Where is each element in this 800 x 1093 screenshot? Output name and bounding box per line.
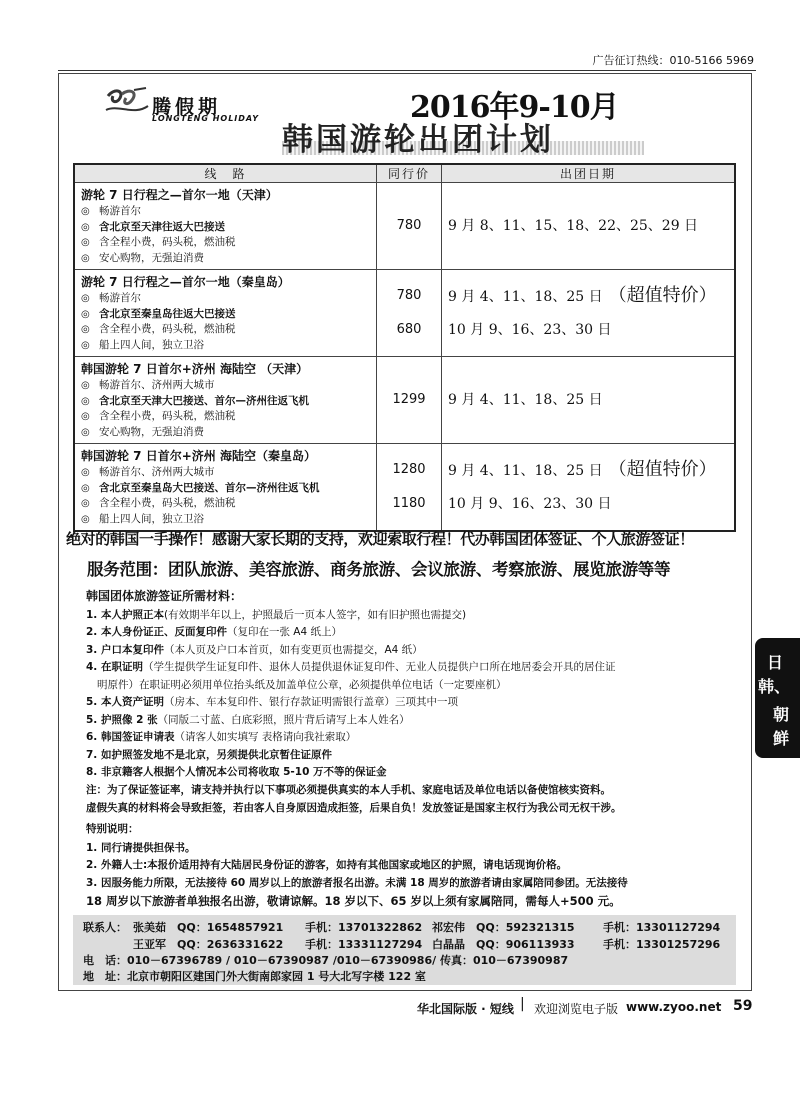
contact-mobile: 手机：13301257296 <box>603 938 721 951</box>
special-price-tag: （超值特价） <box>608 285 717 306</box>
price-cell <box>377 270 442 357</box>
route-feature-text: 含全程小费，码头税，燃油税 <box>99 497 236 509</box>
contact-mobile: 手机：13331127294 <box>305 938 423 951</box>
price-value: 780 <box>396 218 422 233</box>
contact-qq: QQ：2636331622 <box>177 938 284 951</box>
route-feature <box>81 235 376 251</box>
slogan-headline: 绝对的韩国一手操作！感谢大家长期的支持，欢迎索取行程！代办韩国团体签证、个人旅游签证！ <box>66 530 694 548</box>
table-row <box>74 183 735 270</box>
visa-requirement-label: 5. 护照像 2 张 <box>86 714 158 726</box>
section-tab-char-2: 韩、 <box>758 677 791 696</box>
visa-requirement <box>86 712 410 727</box>
visa-requirement-detail: （学生提供学生证复印件、退休人员提供退休证复印件、无业人员提供户口所在地居委会开具的居住证 <box>142 661 616 673</box>
section-tab <box>755 638 800 758</box>
visa-requirement-detail: （同版二寸蓝、白底彩照，照片背后请写上本人姓名） <box>157 714 410 726</box>
route-feature <box>81 338 376 354</box>
price-value: 680 <box>396 322 422 337</box>
visa-requirement-label: 7. 如护照签发地不是北京，另须提供北京暂住证原件 <box>86 749 332 761</box>
visa-requirement <box>86 694 458 709</box>
visa-requirement-detail: 明原件）在职证明必须用单位抬头纸及加盖单位公章，必须提供单位电话（一定要座机） <box>97 679 507 691</box>
table-header-row <box>74 164 735 183</box>
visa-requirement <box>86 624 342 639</box>
contact-qq: QQ：906113933 <box>476 938 575 951</box>
route-feature-text: 畅游首尔 <box>99 292 141 304</box>
route-feature-text: 船上四人间，独立卫浴 <box>99 338 204 351</box>
company-logo-english: LONGTENG HOLIDAY <box>152 114 259 123</box>
route-feature <box>81 291 376 307</box>
table-row <box>74 270 735 357</box>
route-feature-text: 畅游首尔、济州两大城市 <box>99 379 215 391</box>
visa-requirement-detail: （房本、车本复印件、银行存款证明需银行盖章）三项其中一项 <box>163 696 458 708</box>
header-rule <box>58 70 756 71</box>
table-row <box>74 357 735 444</box>
route-feature-text: 含北京至天津大巴接送、首尔—济州往返飞机 <box>99 394 309 407</box>
contact-address: 地 址：北京市朝阳区建国门外大街南郎家园 1 号大北写字楼 122 室 <box>83 970 426 983</box>
dates-cell <box>442 357 736 444</box>
ad-hotline: 广告征订热线：010-5166 5969 <box>592 54 754 67</box>
bullet-icon: ◎ <box>81 206 90 217</box>
company-logo-icon <box>104 86 150 120</box>
route-feature-text: 含全程小费，码头税，燃油税 <box>99 323 236 335</box>
contact-name: 张美茹 <box>133 921 166 934</box>
visa-requirement <box>86 642 423 657</box>
price-value: 780 <box>396 288 422 303</box>
route-feature-text: 含全程小费，码头税，燃油税 <box>99 236 236 248</box>
visa-requirement-label: 6. 韩国签证申请表 <box>86 731 175 743</box>
departure-dates: 9 月 8、11、15、18、22、25、29 日 <box>448 218 699 234</box>
company-logo-text: 腾假期 <box>152 96 222 118</box>
route-feature <box>81 481 376 497</box>
header-route: 线 路 <box>74 164 377 183</box>
visa-requirement-detail: (有效期半年以上，护照最后一页本人签字，如有旧护照也需提交) <box>163 609 467 621</box>
visa-requirement <box>86 659 615 674</box>
route-feature-text: 畅游首尔、济州两大城市 <box>99 466 215 478</box>
price-cell <box>377 444 442 532</box>
page-title: 韩国游轮出团计划 <box>282 122 554 158</box>
route-cell <box>74 444 377 532</box>
route-title: 游轮 7 日行程之—首尔一地（秦皇岛） <box>81 275 290 289</box>
header-dates: 出团日期 <box>442 164 736 183</box>
contact-phone: 电 话：010－67396789 / 010－67390987 /010－67390986/ 传真：010－67390987 <box>83 954 569 967</box>
bullet-icon: ◎ <box>81 308 90 320</box>
bullet-icon: ◎ <box>81 339 90 351</box>
route-feature <box>81 425 376 441</box>
section-tab-char-3: 朝 <box>773 705 790 724</box>
route-feature <box>81 204 376 220</box>
special-heading: 特别说明： <box>86 823 139 835</box>
schedule-date: 2016年9-10月 <box>410 90 619 125</box>
contact-panel <box>73 915 736 985</box>
special-note: 1. 同行请提供担保书。 <box>86 842 196 854</box>
departure-dates: 9 月 4、11、18、25 日 <box>448 463 603 479</box>
bullet-icon: ◎ <box>81 411 90 422</box>
departure-dates: 10 月 9、16、23、30 日 <box>448 496 612 512</box>
bullet-icon: ◎ <box>81 221 90 233</box>
dates-cell <box>442 270 736 357</box>
route-feature <box>81 378 376 394</box>
visa-requirement-label: 8. 非京籍客人根据个人情况本公司将收取 5-10 万不等的保证金 <box>86 766 387 778</box>
section-tab-char-4: 鲜 <box>773 729 790 748</box>
contact-qq: QQ：1654857921 <box>177 921 284 934</box>
price-value: 1280 <box>392 462 426 477</box>
route-feature-text: 船上四人间，独立卫浴 <box>99 512 204 525</box>
bullet-icon: ◎ <box>81 426 90 438</box>
departure-dates: 9 月 4、11、18、25 日 <box>448 289 603 305</box>
route-feature <box>81 220 376 236</box>
visa-requirement <box>86 747 332 762</box>
visa-requirement <box>86 729 356 744</box>
bullet-icon: ◎ <box>81 252 90 264</box>
route-feature <box>81 394 376 410</box>
price-value: 1180 <box>392 496 426 511</box>
route-feature-text: 含北京至秦皇岛往返大巴接送 <box>99 307 236 320</box>
route-cell <box>74 270 377 357</box>
bullet-icon: ◎ <box>81 237 90 248</box>
contact-name: 白晶晶 <box>432 938 465 951</box>
bullet-icon: ◎ <box>81 513 90 525</box>
route-feature <box>81 512 376 528</box>
visa-requirement-label: 2. 本人身份证正、反面复印件 <box>86 626 227 638</box>
visa-requirement-detail: （本人页及户口本首页，如有变更页也需提交，A4 纸） <box>163 644 423 656</box>
departure-dates: 10 月 9、16、23、30 日 <box>448 322 612 338</box>
footer-divider: | <box>520 996 525 1012</box>
bullet-icon: ◎ <box>81 293 90 304</box>
visa-requirement-label: 1. 本人护照正本 <box>86 609 164 621</box>
service-scope: 服务范围：团队旅游、美容旅游、商务旅游、会议旅游、考察旅游、展览旅游等等 <box>87 560 671 579</box>
footer-promo: 欢迎浏览电子版 <box>534 1002 619 1016</box>
departure-dates: 9 月 4、11、18、25 日 <box>448 392 603 408</box>
route-cell <box>74 357 377 444</box>
route-feature-text: 安心购物，无强迫消费 <box>99 251 204 264</box>
footer-website[interactable]: www.zyoo.net <box>626 1000 722 1014</box>
bullet-icon: ◎ <box>81 467 90 478</box>
bullet-icon: ◎ <box>81 380 90 391</box>
tour-table <box>73 163 736 532</box>
route-feature-text: 含北京至秦皇岛大巴接送、首尔—济州往返飞机 <box>99 481 320 494</box>
special-price-tag: （超值特价） <box>608 459 717 480</box>
visa-requirement-detail: （复印在一张 A4 纸上） <box>226 626 342 638</box>
contact-label: 联系人： <box>83 921 127 934</box>
visa-note-1: 注：为了保证签证率，请支持并执行以下事项必须提供真实的本人手机、家庭电话及单位电话以备使馆核实资料。 <box>86 784 611 796</box>
dates-cell <box>442 444 736 532</box>
route-cell <box>74 183 377 270</box>
bullet-icon: ◎ <box>81 498 90 509</box>
visa-requirement-label: 3. 户口本复印件 <box>86 644 164 656</box>
route-feature <box>81 322 376 338</box>
price-value: 1299 <box>392 392 426 407</box>
visa-requirement <box>86 607 466 622</box>
route-title: 韩国游轮 7 日首尔+济州 海陆空 （天津） <box>81 362 309 376</box>
contact-name: 王亚军 <box>133 938 166 951</box>
bullet-icon: ◎ <box>81 324 90 335</box>
section-tab-char-1: 日 <box>767 653 784 672</box>
contact-mobile: 手机：13301127294 <box>603 921 721 934</box>
table-row <box>74 444 735 532</box>
route-feature <box>81 496 376 512</box>
header-price: 同行价 <box>377 164 442 183</box>
visa-requirement <box>86 764 387 779</box>
special-note: 18 周岁以下旅游者单独报名出游，敬请谅解。18 岁以下、65 岁以上须有家属陪同，需每人+500 元。 <box>86 894 621 908</box>
route-title: 韩国游轮 7 日首尔+济州 海陆空（秦皇岛） <box>81 449 316 463</box>
route-feature <box>81 251 376 267</box>
page-number: 59 <box>733 998 753 1014</box>
route-feature-text: 畅游首尔 <box>99 205 141 217</box>
route-feature <box>81 409 376 425</box>
route-title: 游轮 7 日行程之—首尔一地（天津） <box>81 188 278 202</box>
bullet-icon: ◎ <box>81 395 90 407</box>
price-cell <box>377 357 442 444</box>
contact-name: 祁宏伟 <box>432 921 465 934</box>
route-feature <box>81 307 376 323</box>
visa-heading: 韩国团体旅游签证所需材料： <box>86 589 243 603</box>
visa-requirement-label: 5. 本人资产证明 <box>86 696 164 708</box>
visa-requirement-detail: （请客人如实填写 表格请向我社索取） <box>174 731 357 743</box>
route-feature-text: 含北京至天津往返大巴接送 <box>99 220 225 233</box>
route-feature-text: 含全程小费，码头税，燃油税 <box>99 410 236 422</box>
route-feature <box>81 465 376 481</box>
contact-qq: QQ：592321315 <box>476 921 575 934</box>
route-feature-text: 安心购物，无强迫消费 <box>99 425 204 438</box>
visa-requirement <box>97 677 507 692</box>
dates-cell <box>442 183 736 270</box>
visa-note-2: 虚假失真的材料将会导致拒签，若由客人自身原因造成拒签，后果自负！发放签证是国家主权行为我公司无权干涉。 <box>86 802 622 814</box>
special-note: 2. 外籍人士:本报价适用持有大陆居民身份证的游客，如持有其他国家或地区的护照，请电话现询价格。 <box>86 859 568 871</box>
special-note: 3. 因服务能力所限，无法接待 60 周岁以上的旅游者报名出游。未满 18 周岁的旅游者请由家属陪同参团。无法接待 <box>86 877 628 889</box>
footer-section: 华北国际版 · 短线 <box>417 1002 514 1016</box>
contact-mobile: 手机：13701322862 <box>305 921 423 934</box>
visa-requirement-label: 4. 在职证明 <box>86 661 143 673</box>
price-cell <box>377 183 442 270</box>
bullet-icon: ◎ <box>81 482 90 494</box>
